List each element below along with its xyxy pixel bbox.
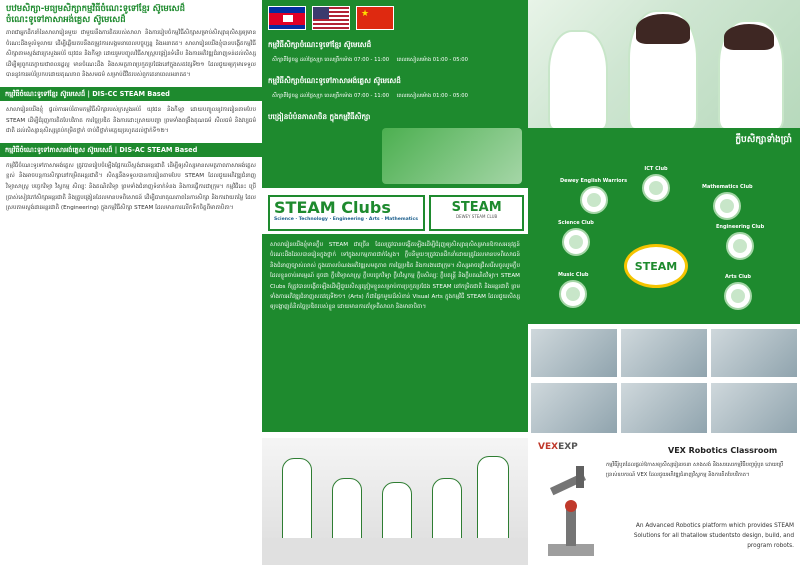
program1-morning: សិក្សាពីថ្ងៃចន្ទ ដល់ថ្ងៃសុក្រ ពេលព្រឹកម៉ោង 07:00 - 11:00 — [272, 57, 390, 63]
dis-cc-paragraph: សាលារៀនយើងខ្ញុំ ផ្តល់ការអប់រំតាមកម្មវិធីសិក្សារបស់ក្រសួងអប់រំ យុវជន និងកីឡា ដោយបញ្ចូលនូវការរៀនតាមបែប STEAM ដើម្បីជំរុញការគិតបែបវិភាគ ការច្នៃប្រឌិត និងការដោះស្រាយបញ្ហា ព្រមទាំងពង្រឹងគុណធម៌ សីលធម៌ និងវប្បធម៌ជាតិ ដល់សិស្សានុសិស្សគ្រប់កម្រិតថ្នាក់ ចាប់ពីថ្នាក់មត្តេយ្យរហូតដល់ថ្នាក់ទី១២។ — [6, 106, 256, 135]
dis-ac-paragraph: កម្មវិធីចំណេះទូទៅភាសាអង់គ្លេស ត្រូវបានរៀបចំឡើងផ្អែកលើស្តង់ដារអន្តរជាតិ ដើម្បីឲ្យសិស្សមានសមត្ថភាពភាសាអង់គ្លេសខ្ពស់ និងអាចបន្តការសិក្សានៅកម្រិតអន្តរជាតិ។ សិស្សនឹងទទួលបានការរៀនតាមបែប STEAM ដែលជួយអភិវឌ្ឍជំនាញវិទ្យាសាស្រ្ត បច្ចេកវិទ្យា វិស្វកម្ម សិល្បៈ និងគណិតវិទ្យា ព្រមទាំងជំនាញទំនាក់ទំនង និងការធ្វើការជាក្រុម។ កម្មវិធីនេះ ប្រើប្រាស់សៀវភៅសិក្សាអន្តរជាតិ និងគ្រូបង្រៀនដែលមានបទពិសោធន៍ ដើម្បីធានាគុណភាពនៃការសិក្សា និងការវាយតម្លៃ ដែលស្របតាមស្តង់ដារអន្តរជាតិ (Engineering) ក្នុងកម្មវិធីសិក្សា STEAM ដែលមានការលើកទឹកចិត្តពីមាតាបិតា។ — [6, 162, 256, 212]
club-dewey-english-warriors — [560, 178, 627, 214]
engineering-club-icon — [726, 232, 754, 260]
dis-ac-heading: កម្មវិធីចំណេះទូទៅភាសាអង់គ្លេស ស៊ូមេសេដ៏ | DIS-AC STEAM Based — [0, 143, 262, 157]
science-club-icon — [562, 228, 590, 256]
students-robotics-photo — [262, 438, 528, 565]
program2-morning: សិក្សាពីថ្ងៃចន្ទ ដល់ថ្ងៃសុក្រ ពេលព្រឹកម៉ោង 07:00 - 11:00 — [272, 93, 390, 99]
programs-hero — [262, 0, 528, 188]
usa-flag-icon — [312, 6, 350, 30]
vex-logo — [538, 442, 578, 452]
students-lab-photo — [382, 128, 522, 184]
gallery-photo — [530, 382, 618, 434]
gallery-photo — [620, 328, 708, 378]
panel1-title-line2: ចំណេះទូទៅភាសាអង់គ្លេស ស៊ូមេសេដ៏ — [6, 15, 126, 25]
program1-schedule — [272, 56, 474, 64]
steam-center-text: STEAM — [634, 260, 678, 273]
ict-club-icon — [642, 174, 670, 202]
club-music — [558, 272, 588, 308]
gallery-photo — [710, 382, 798, 434]
program1-afternoon: ពេលរសៀលម៉ោង 01:00 - 05:00 — [396, 57, 468, 63]
cambodia-flag-icon — [268, 6, 306, 30]
panel1-title — [0, 0, 262, 28]
panel1-title-line1: បឋមសិក្សា-មធ្យមសិក្សាកម្មវិធីចំណេះទូទៅខ្មែរ ស៊ូមេសេដ៏ — [6, 4, 186, 14]
english-club-icon — [580, 186, 608, 214]
steam-clubs-logo-text: STEAM Clubs — [274, 198, 391, 217]
arts-club-icon — [724, 282, 752, 310]
program2-afternoon: ពេលរសៀលម៉ោង 01:00 - 05:00 — [396, 93, 468, 99]
gallery-photo — [530, 328, 618, 378]
club-mathematics — [702, 184, 753, 220]
vex-logo-v: VEX — [538, 442, 559, 452]
club-engineering — [716, 224, 764, 260]
clubs-title: ក្លឹបសិក្សាទាំងប្រាំ — [735, 135, 792, 145]
vex-english-text: An Advanced Robotics platform which provides STEAM Solutions for all thatallow studentsto design, build, and program robots. — [633, 523, 794, 549]
steam-description — [262, 234, 528, 432]
left-panel — [0, 0, 262, 565]
steam-clubs-logo — [268, 195, 425, 231]
program2-title: កម្មវិធីសិក្សាចំណេះទូទៅភាសាអង់គ្លេស ស៊ូមេសេដ៏ — [268, 76, 401, 85]
math-club-icon — [713, 192, 741, 220]
vex-khmer-text: កម្មវិធីរ៉ូបូតដែលផ្តល់ឱកាសឲ្យសិស្សរៀនរចនា សាងសង់ និងសរសេរកម្មវិធីបញ្ជារ៉ូបូត ដោយប្រើប្រាស់ឧបករណ៍ VEX ដែលជួយអភិវឌ្ឍជំនាញវិស្វកម្ម និងការគិតបែបវិភាគ។ — [606, 462, 784, 478]
club-ict — [642, 166, 670, 202]
vex-section — [528, 438, 800, 565]
vex-logo-exp: EXP — [558, 442, 578, 452]
program1-title: កម្មវិធីសិក្សាចំណេះទូទៅខ្មែរ ស៊ូមេសេដ៏ — [268, 40, 372, 49]
club-label: Music Club — [558, 272, 589, 278]
dis-cc-heading: កម្មវិធីចំណេះទូទៅខ្មែរ ស៊ូមេសេដ៏ | DIS-CC STEAM Based — [0, 87, 262, 101]
steam-center-logo — [624, 244, 688, 288]
steam-badge-logo — [429, 195, 524, 231]
club-label: Arts Club — [725, 274, 751, 280]
club-label: Engineering Club — [716, 224, 765, 230]
vex-title: VEX Robotics Classroom — [668, 446, 778, 455]
steam-badge-sub: DEWEY STEAM CLUB — [455, 214, 498, 219]
robot-arm-icon — [540, 460, 602, 560]
gallery-photo — [710, 328, 798, 378]
students-photo — [528, 0, 800, 128]
club-label: Science Club — [558, 220, 594, 226]
intro-paragraph: ភាពជាអ្នកដឹកនាំនៃសាលារៀនមួយ ជាមួយនឹងការគិតរបស់សាលា និងការរៀបចំកម្មវិធីសិក្សាសម្រាប់សិស្សានុសិស្សឲ្យមានចំណេះដឹងទូលំទូលាយ ដើម្បីឆ្លើយតបនឹងតម្រូវការសង្គមនាពេលបច្ចុប្បន្ន និងអនាគត។ សាលារៀនយើងខ្ញុំបានបង្កើតកម្មវិធីសិក្សាតាមស្តង់ដារក្រសួងអប់រំ យុវជន និងកីឡា ដោយរួមបញ្ចូលវិធីសាស្រ្តបង្រៀនទំនើប និងការអភិវឌ្ឍជំនាញទន់ដល់សិស្ស ដើម្បីឲ្យពួកគេក្លាយជាពលរដ្ឋល្អ មានចំណេះដឹង និងសមត្ថភាពប្រកួតប្រជែងនៅក្នុងសតវត្សទី២១ ដែលជួយឲ្យកុមារទទួលបាននូវការអប់រំប្រកបដោយគុណភាព និងសមធម៌ សម្រាប់ជីវិតរបស់ពួកគេនាពេលអនាគត។ — [6, 30, 256, 79]
clubs-hero — [528, 128, 800, 324]
steam-body-text: សាលារៀនយើងខ្ញុំមានក្លឹប STEAM ជាច្រើន ដែលត្រូវបានបង្កើតឡើងដើម្បីជំរុញឲ្យសិស្សានុសិស្សមានឱកាសអនុវត្តន៍ចំណេះដឹងដែលបានរៀនក្នុងថ្នាក់ ទៅក្នុងសកម្មភាពជាក់ស្តែង។ ក្លឹបនីមួយៗត្រូវបានដឹកនាំដោយគ្រូដែលមានបទពិសោធន៍ និងជំនាញច្បាស់លាស់ ក្នុងគោលបំណងអភិវឌ្ឍសមត្ថភាព ការច្នៃប្រឌិត និងការងារជាក្រុម។ សិស្សអាចជ្រើសរើសចូលរួមក្លឹបដែលខ្លួនចាប់អារម្មណ៍ ដូចជា ក្លឹបវិទ្យាសាស្រ្ត ក្លឹបបច្ចេកវិទ្យា ក្លឹបវិស្វកម្ម ក្លឹបសិល្បៈ ក្លឹបតន្ត្រី និងក្លឹបគណិតវិទ្យា។ STEAM Clubs ក៏ត្រូវបានបង្កើតឡើងដើម្បីជួយសិស្សត្រៀមខ្លួនសម្រាប់ការប្រកួតប្រជែង STEAM នៅកម្រិតជាតិ និងអន្តរជាតិ ព្រមទាំងការអភិវឌ្ឍជំនាញសតវត្សទី២១។ (Arts) ក៏ជាផ្នែកមួយដ៏សំខាន់ Visual Arts ក្នុងកម្មវិធី STEAM ដែលជួយសិស្សឲ្យបង្ហាញគំនិតច្នៃប្រឌិតរបស់ខ្លួន ដោយមានការគាំទ្រពីសាលា និងមាតាបិតា។ — [270, 242, 520, 311]
club-arts — [724, 274, 752, 310]
steam-clubs-logo-sub: Science · Technology · Engineering · Arts · Mathematics — [274, 217, 418, 222]
club-science — [558, 220, 594, 256]
photo-gallery — [528, 324, 800, 436]
club-label: ICT Club — [644, 166, 668, 172]
program2-schedule — [272, 92, 474, 100]
club-label: Mathematics Club — [702, 184, 753, 190]
steam-badge-text: STEAM — [451, 200, 502, 215]
gallery-photo — [620, 382, 708, 434]
steam-logos — [268, 195, 524, 231]
program3-title: បង្រៀនបំប៉នភាសាចិន ក្នុងកម្មវិធីសិក្សា — [268, 112, 371, 121]
flag-row — [268, 6, 394, 30]
china-flag-icon: ★ — [356, 6, 394, 30]
music-club-icon — [559, 280, 587, 308]
club-label: Dewey English Warriors — [560, 178, 628, 184]
